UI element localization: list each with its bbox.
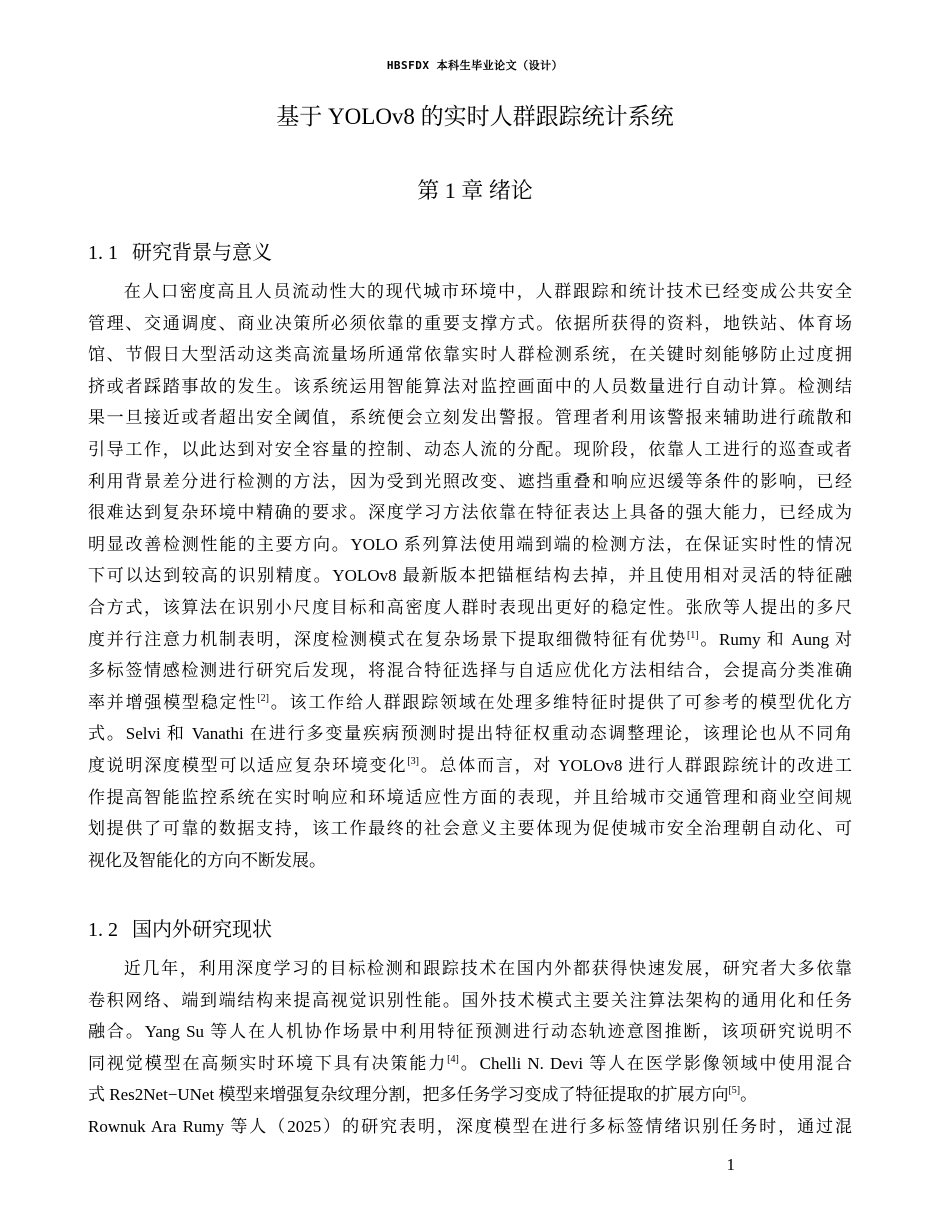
citation-2: [2] xyxy=(257,692,269,704)
text-line: 果一旦接近或者超出安全阈值，系统便会立刻发出警报。管理者利用该警报来辅助进行疏散和 xyxy=(88,408,852,428)
running-header: HBSFDX 本科生毕业论文（设计） xyxy=(386,59,564,72)
text-line: 度并行注意力机制表明，深度检测模式在复杂场景下提取细微特征有优势[1]。Rumy 和 Aung 对 xyxy=(88,629,852,649)
paragraph-research-status xyxy=(88,953,852,1143)
section-title: 国内外研究现状 xyxy=(132,919,272,941)
text-line: 馆、节假日大型活动这类高流量场所通常依靠实时人群检测系统，在关键时刻能够防止过度拥 xyxy=(88,345,852,365)
text-line: 率并增强模型稳定性[2]。该工作给人群跟踪领域在处理多维特征时提供了可参考的模型优化方 xyxy=(88,692,853,712)
page-number: 1 xyxy=(726,1155,735,1174)
text-line: 融合。Yang Su 等人在人机协作场景中利用特征预测进行动态轨迹意图推断，该项研究说明不 xyxy=(88,1022,852,1042)
text-line: 作提高智能监控系统在实时响应和环境适应性方面的表现，并且给城市交通管理和商业空间规 xyxy=(88,787,852,807)
text-line: 卷积网络、端到端结构来提高视觉识别性能。国外技术模式主要关注算法架构的通用化和任务 xyxy=(88,990,852,1010)
section-title: 研究背景与意义 xyxy=(132,242,272,264)
text-line: 度说明深度模型可以适应复杂环境变化[3]。总体而言，对 YOLOv8 进行人群跟踪统计的改进工 xyxy=(88,755,852,775)
citation-5: [5] xyxy=(728,1085,741,1097)
text-line: 合方式，该算法在识别小尺度目标和高密度人群时表现出更好的稳定性。张欣等人提出的多尺 xyxy=(88,597,852,617)
text-line: 视化及智能化的方向不断发展。 xyxy=(88,850,326,870)
section-number: 1. 2 xyxy=(88,919,118,941)
section-heading-1-2 xyxy=(88,913,272,942)
text-line: 利用背景差分进行检测的方法，因为受到光照改变、遮挡重叠和响应迟缓等条件的影响，已经 xyxy=(88,471,852,491)
text-line: 式 Res2Net−UNet 模型来增强复杂纹理分割，把多任务学习变成了特征提取的扩展方向[5]。 xyxy=(88,1085,758,1105)
text-line: 在人口密度高且人员流动性大的现代城市环境中，人群跟踪和统计技术已经变成公共安全 xyxy=(122,282,852,301)
chapter-heading: 第 1 章 绪论 xyxy=(417,178,533,203)
text-line: 明显改善检测性能的主要方向。YOLO 系列算法使用端到端的检测方法，在保证实时性的情况 xyxy=(88,534,852,554)
paragraph-research-background xyxy=(88,276,852,876)
citation-4: [4] xyxy=(447,1053,459,1065)
text-line: 划提供了可靠的数据支持，该工作最终的社会意义主要体现为促使城市安全治理朝自动化、可 xyxy=(88,819,852,839)
text-line: 式。Selvi 和 Vanathi 在进行多变量疾病预测时提出特征权重动态调整理论，该理论也从不同角 xyxy=(88,724,852,744)
section-heading-1-1 xyxy=(88,236,272,265)
citation-3: [3] xyxy=(407,755,419,767)
text-line: 多标签情感检测进行研究后发现，将混合特征选择与自适应优化方法相结合，会提高分类准确 xyxy=(88,661,852,681)
text-line: 引导工作，以此达到对安全容量的控制、动态人流的分配。现阶段，依靠人工进行的巡查或者 xyxy=(88,439,852,459)
text-line: 同视觉模型在高频实时环境下具有决策能力[4]。Chelli N. Devi 等人在医学影像领域中使用混合 xyxy=(88,1053,852,1073)
text-line: 近几年，利用深度学习的目标检测和跟踪技术在国内外都获得快速发展，研究者大多依靠 xyxy=(122,959,852,978)
text-line: 很难达到复杂环境中精确的要求。深度学习方法依靠在特征表达上具备的强大能力，已经成为 xyxy=(88,503,852,523)
text-line: 管理、交通调度、商业决策所必须依靠的重要支撑方式。依据所获得的资料，地铁站、体育场 xyxy=(88,313,852,333)
citation-1: [1] xyxy=(686,629,699,641)
text-line: 下可以达到较高的识别精度。YOLOv8 最新版本把锚框结构去掉，并且使用相对灵活的特征融 xyxy=(88,566,852,586)
thesis-title: 基于 YOLOv8 的实时人群跟踪统计系统 xyxy=(276,104,674,129)
text-line: 挤或者踩踏事故的发生。该系统运用智能算法对监控画面中的人员数量进行自动计算。检测结 xyxy=(88,376,852,396)
section-number: 1. 1 xyxy=(88,242,118,264)
text-line: Rownuk Ara Rumy 等人（2025）的研究表明，深度模型在进行多标签情绪识别任务时，通过混 xyxy=(88,1116,852,1136)
